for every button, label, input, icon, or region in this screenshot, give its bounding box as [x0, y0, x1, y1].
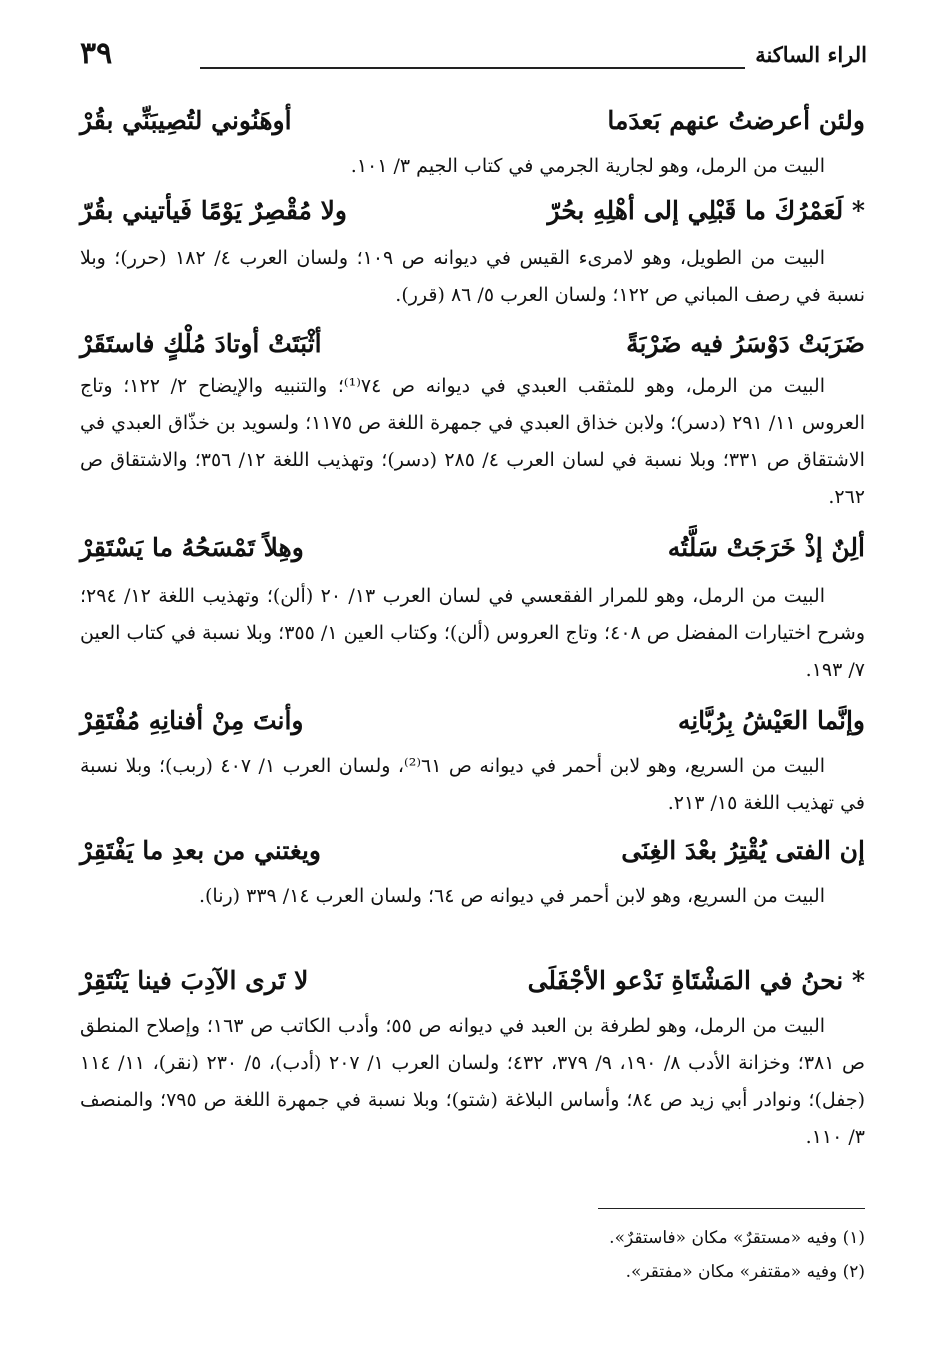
verse-6-hemistich-1: إن الفتى يُقْتِرُ بعْدَ الغِنَى — [621, 836, 865, 865]
verse-1-note: البيت من الرمل، وهو لجارية الجرمي في كتاب الجيم ٣/ ١٠١. — [350, 155, 825, 177]
running-header — [80, 36, 867, 82]
verse-2-hemistich-2: ولا مُقْصِرٌ يَوْمًا فَيأتيني بقُرّ — [80, 196, 347, 225]
header-rule — [200, 67, 745, 69]
footnote-rule — [598, 1208, 865, 1209]
verse-1-hemistich-1: ولئن أعرضتُ عنهم بَعدَما — [607, 106, 865, 135]
verse-2 — [80, 190, 865, 240]
section-title: الراء الساكنة — [755, 42, 867, 67]
footnote-1: (١) وفيه «مستقرٌ» مكان «فاستقرٌ». — [609, 1228, 865, 1248]
verse-7 — [80, 960, 865, 1010]
verse-6-note: البيت من السريع، وهو لابن أحمر في ديوانه ص ٦٤؛ ولسان العرب ١٤/ ٣٣٩ (رنا). — [198, 885, 825, 907]
verse-5-note: البيت من السريع، وهو لابن أحمر في ديوانه ص ٦١⁽²⁾، ولسان العرب ١/ ٤٠٧ (ربب)؛ وبلا نسبة في تهذيب اللغة ١٥/ ٢١٣. — [80, 755, 865, 814]
verse-2-note: البيت من الطويل، وهو لامرىء القيس في ديوانه ص ١٠٩؛ ولسان العرب ٤/ ١٨٢ (حرر)؛ وبلا نسبة في رصف المباني ص ١٢٢؛ ولسان العرب ٥/ ٨٦ (قرر). — [80, 247, 865, 306]
verse-3-note: البيت من الرمل، وهو للمثقب العبدي في ديوانه ص ٧٤⁽¹⁾؛ والتنبيه والإيضاح ٢/ ١٢٢؛ وتاج العروس ١١/ ٢٩١ (دسر)؛ ولابن خذاق العبدي في جمهرة اللغة ص ١١٧٥؛ ولسويد بن خذّاق العبدي في الاشتقاق ص ٣٣١؛ وبلا نسبة في لسان العرب ٤/ ٢٨٥ (دسر)؛ وتهذيب اللغة ١٢/ ٣٥٦؛ والاشتقاق ص ٢٦٢. — [80, 375, 865, 508]
verse-4-note: البيت من الرمل، وهو للمرار الفقعسي في لسان العرب ١٣/ ٢٠ (ألن)؛ وتهذيب اللغة ١٢/ ٢٩٤؛ وشرح اختيارات المفضل ص ٤٠٨؛ وتاج العروس (ألن)؛ وكتاب العين ١/ ٣٥٥؛ وبلا نسبة في كتاب العين ٧/ ١٩٣. — [80, 585, 866, 681]
verse-1 — [80, 100, 865, 150]
verse-3-hemistich-1: ضَرَبَتْ دَوْسَرُ فيه ضَرْبَةً — [626, 329, 865, 358]
verse-3 — [80, 323, 865, 373]
verse-4-hemistich-2: وهِلاً تَمْسَحُهُ ما يَسْتَقِرْ — [80, 533, 304, 562]
verse-5-hemistich-1: وإنَّما العَيْشُ بِرُبَّانِه — [677, 706, 865, 735]
verse-7-note: البيت من الرمل، وهو لطرفة بن العبد في ديوانه ص ٥٥؛ وأدب الكاتب ص ١٦٣؛ وإصلاح المنطق ص ٣٨١؛ وخزانة الأدب ٨/ ١٩٠، ٩/ ٣٧٩، ٤٣٢؛ ولسان العرب ١/ ٢٠٧ (أدب)، ٥/ ٢٣٠ (نقر)، ١١/ ١١٤ (جفل)؛ ونوادر أبي زيد ص ٨٤؛ وأساس البلاغة (شتو)؛ وبلا نسبة في جمهرة اللغة ص ٧٩٥؛ والمنصف ٣/ ١١٠. — [80, 1015, 866, 1148]
verse-7-hemistich-1: * نحنُ في المَشْتَاةِ نَدْعو الأجْفَلَى — [527, 966, 865, 995]
page-number: ٣٩ — [80, 36, 113, 71]
verse-5 — [80, 700, 865, 750]
verse-4 — [80, 527, 865, 577]
verse-6 — [80, 830, 865, 880]
verse-3-hemistich-2: أثْبَتَتْ أوتادَ مُلْكٍ فاستَقَرْ — [80, 329, 322, 358]
footnote-2: (٢) وفيه «مقتفر» مكان «مفتقر». — [625, 1262, 865, 1282]
verse-5-hemistich-2: وأنتَ مِنْ أفنانِهِ مُفْتَقِرْ — [80, 706, 304, 735]
verse-4-hemistich-1: ألِنٌ إذْ خَرَجَتْ سَلَّتُه — [667, 533, 865, 562]
verse-6-hemistich-2: ويغتني من بعدِ ما يَفْتَقِرْ — [80, 836, 321, 865]
verse-2-hemistich-1: * لَعَمْرُكَ ما قَبْلِي إلى أهْلِهِ بحُرّ — [547, 196, 865, 225]
verse-1-hemistich-2: أوهَنُوني لتُصِيبَنِّي بقُرْ — [80, 106, 292, 135]
verse-7-hemistich-2: لا تَرى الآدِبَ فينا يَنْتَقِرْ — [80, 966, 309, 995]
